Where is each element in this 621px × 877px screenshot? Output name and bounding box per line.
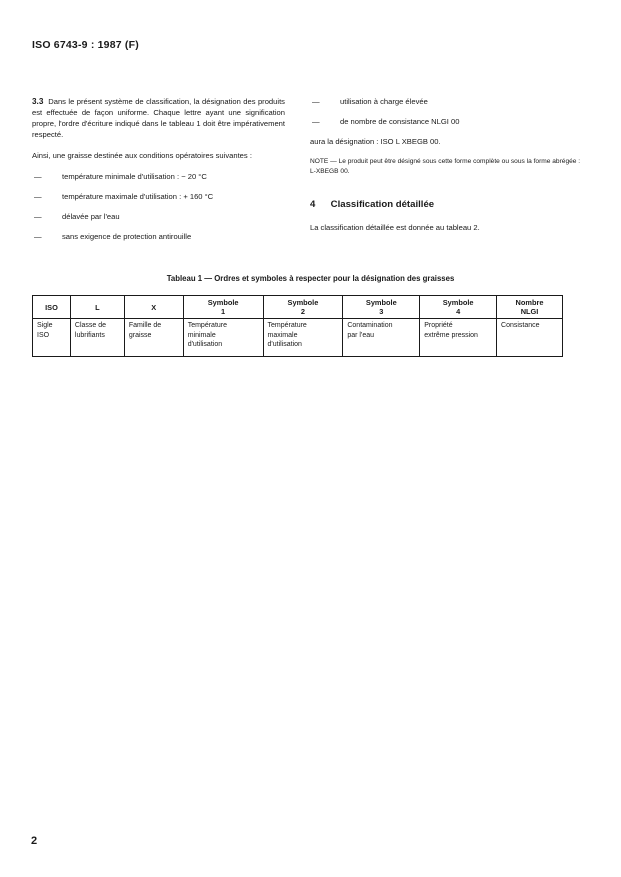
cell-line: Classe de — [74, 322, 107, 329]
clause-text: Dans le présent système de classification, la désignation des produits est effectuée de façon uniforme. Chaque lettre ayant une signification propre, l'ordre d'écriture indiqué dans le tableau 1 doit être impérativement respecté. — [32, 97, 285, 139]
header-line2: NLGI — [520, 307, 539, 316]
list-item — [32, 191, 285, 202]
cell-line: Propriété — [424, 322, 453, 329]
header-cell — [70, 296, 124, 319]
table-cell — [263, 319, 343, 357]
table-cell — [124, 319, 183, 357]
cell-line: d'utilisation — [187, 341, 223, 348]
cell-line: lubrifiants — [74, 331, 105, 339]
header-line1: X — [151, 302, 157, 312]
cell-line: Température — [267, 322, 307, 329]
header-line2: 3 — [379, 307, 384, 316]
clause-3-3 — [32, 96, 285, 140]
dash-mark: — — [312, 97, 320, 106]
header-cell — [183, 296, 263, 319]
cell-line: Consistance — [501, 322, 540, 329]
table-cell — [70, 319, 124, 357]
cell-line: Température — [187, 322, 227, 329]
cell-line: Sigle ISO — [37, 322, 53, 339]
note: NOTE — Le produit peut être désigné sous cette forme complète ou sous la forme abrégée : L-XBEGB 00. — [310, 158, 581, 175]
dash-mark: — — [34, 192, 42, 201]
table-row — [33, 319, 563, 357]
header-line1: Symbole — [207, 298, 239, 307]
list-item — [32, 211, 285, 222]
header-line1: Symbole — [287, 298, 319, 307]
cell-line: maximale — [267, 331, 298, 339]
left-column — [32, 96, 285, 251]
cell-line: graisse — [128, 331, 152, 339]
header-line1: Symbole — [365, 298, 397, 307]
header-line2: 1 — [221, 307, 226, 316]
header-line1: Symbole — [442, 298, 474, 307]
dash-mark: — — [34, 172, 42, 181]
page-number: 2 — [31, 835, 38, 847]
table-caption: Tableau 1 — Ordres et symboles à respecter pour la désignation des graisses — [166, 274, 455, 283]
section-text: La classification détaillée est donnée au tableau 2. — [310, 223, 480, 232]
document-header: ISO 6743-9 : 1987 (F) — [32, 39, 139, 51]
list-item-text: sans exigence de protection antirouille — [62, 232, 192, 241]
table-cell — [497, 319, 563, 357]
table-cell — [420, 319, 497, 357]
header-cell — [263, 296, 343, 319]
list-item-text: de nombre de consistance NLGI 00 — [340, 117, 460, 126]
list-item-text: utilisation à charge élevée — [340, 97, 428, 106]
header-line1: L — [95, 302, 100, 312]
section-heading — [310, 199, 585, 210]
dash-mark: — — [34, 212, 42, 221]
header-cell — [33, 296, 71, 319]
cell-line: d'utilisation — [267, 341, 302, 348]
list-item-text: température minimale d'utilisation : − 20 °C — [62, 172, 207, 181]
right-column — [310, 96, 585, 243]
classification-table — [32, 295, 563, 357]
header-cell — [420, 296, 497, 319]
cell-line: Famille de — [128, 322, 162, 329]
header-line2: 2 — [300, 307, 305, 316]
list-item-text: température maximale d'utilisation : + 160 °C — [62, 192, 214, 201]
list-item — [32, 231, 285, 242]
example-intro: Ainsi, une graisse destinée aux conditions opératoires suivantes : — [32, 151, 252, 160]
dash-mark: — — [34, 232, 42, 241]
table-cell — [183, 319, 263, 357]
table-cell — [33, 319, 71, 357]
cell-line: par l'eau — [347, 331, 374, 339]
list-item-text: délavée par l'eau — [62, 212, 120, 221]
designation-text: aura la désignation : ISO L XBEGB 00. — [310, 137, 441, 146]
header-line1: ISO — [45, 302, 58, 312]
table-header-row — [33, 296, 563, 319]
table-cell — [343, 319, 420, 357]
section-title: Classification détaillée — [330, 199, 435, 210]
header-cell — [343, 296, 420, 319]
clause-number: 3.3 — [32, 97, 44, 106]
list-item — [310, 116, 585, 127]
section-number: 4 — [310, 199, 316, 210]
dash-mark: — — [312, 117, 320, 126]
header-line1: Nombre — [515, 298, 544, 307]
cell-line: Contamination — [347, 322, 393, 329]
header-cell — [124, 296, 183, 319]
list-item — [32, 171, 285, 182]
cell-line: extrême pression — [424, 331, 478, 339]
header-line2: 4 — [456, 307, 461, 316]
cell-line: minimale — [187, 331, 216, 339]
list-item — [310, 96, 585, 107]
header-cell — [497, 296, 563, 319]
